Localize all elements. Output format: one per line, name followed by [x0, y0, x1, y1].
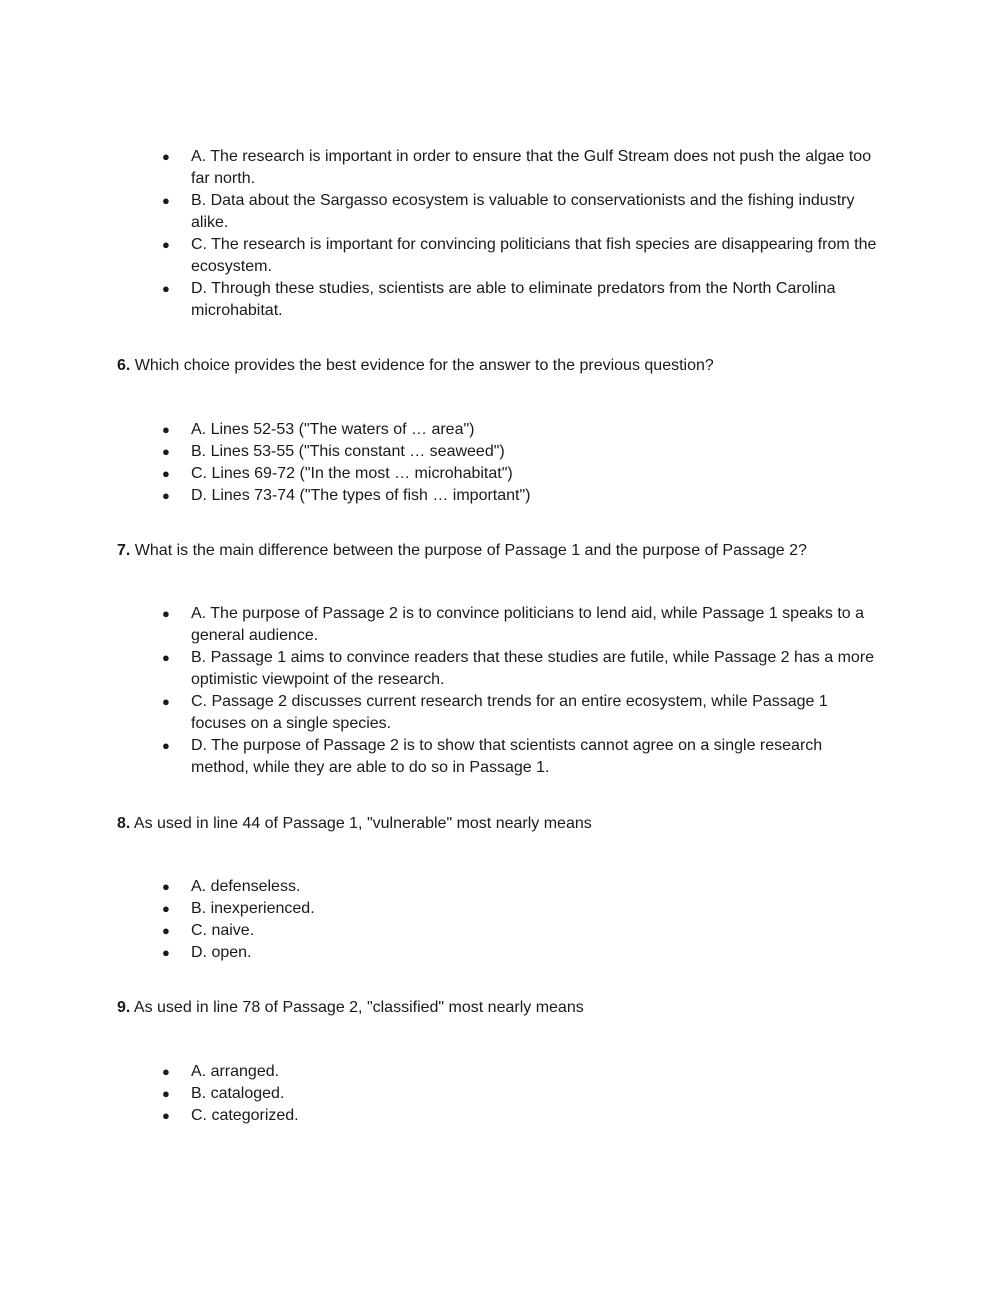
q6-option-a[interactable]: ● A. Lines 52-53 ("The waters of … area") — [160, 419, 880, 441]
bullet-icon: ● — [162, 149, 170, 164]
bullet-icon: ● — [162, 901, 170, 916]
bullet-icon: ● — [162, 422, 170, 437]
q7-options — [160, 603, 880, 779]
bullet-icon: ● — [162, 923, 170, 938]
q9-option-a[interactable]: ● A. arranged. — [160, 1061, 880, 1083]
bullet-icon: ● — [162, 1108, 170, 1123]
question-number: 6. — [117, 357, 131, 374]
bullet-icon: ● — [162, 650, 170, 665]
q7-option-b[interactable]: ● B. Passage 1 aims to convince readers that these studies are futile, while Passage 2 has a more optimistic viewpoint of the research. — [162, 649, 875, 688]
bullet-icon: ● — [162, 738, 170, 753]
q5-option-b[interactable]: ● B. Data about the Sargasso ecosystem is valuable to conservationists and the fishing industry alike. — [162, 192, 855, 231]
question-text: Which choice provides the best evidence for the answer to the previous question? — [130, 357, 714, 374]
q8-option-a[interactable]: ● A. defenseless. — [160, 876, 880, 898]
q6-option-c[interactable]: ● C. Lines 69-72 ("In the most … microhabitat") — [160, 463, 880, 485]
question-9 — [117, 997, 897, 1019]
question-8 — [117, 813, 897, 835]
bullet-icon: ● — [162, 879, 170, 894]
q5-option-d[interactable]: ● D. Through these studies, scientists are able to eliminate predators from the North Carolina microhabitat. — [162, 280, 836, 319]
bullet-icon: ● — [162, 1086, 170, 1101]
question-number: 8. — [117, 815, 131, 832]
q5-option-a[interactable]: ● A. The research is important in order to ensure that the Gulf Stream does not push the algae too far north. — [162, 148, 872, 187]
q9-options — [160, 1061, 880, 1127]
q8-option-d[interactable]: ● D. open. — [160, 942, 880, 964]
bullet-icon: ● — [162, 444, 170, 459]
q6-option-d[interactable]: ● D. Lines 73-74 ("The types of fish … important") — [160, 485, 880, 507]
q6-options — [160, 419, 880, 507]
bullet-icon: ● — [162, 193, 170, 208]
bullet-icon: ● — [162, 606, 170, 621]
question-text: As used in line 78 of Passage 2, "classified" most nearly means — [130, 999, 584, 1016]
bullet-icon: ● — [162, 237, 170, 252]
q5-option-c[interactable]: ● C. The research is important for convincing politicians that fish species are disappearing from the ecosystem. — [162, 236, 877, 275]
bullet-icon: ● — [162, 488, 170, 503]
q9-option-b[interactable]: ● B. cataloged. — [160, 1083, 880, 1105]
q7-option-c[interactable]: ● C. Passage 2 discusses current research trends for an entire ecosystem, while Passage 1 focuses on a single species. — [162, 693, 828, 732]
q7-option-d[interactable]: ● D. The purpose of Passage 2 is to show that scientists cannot agree on a single research method, while they are able to do so in Passage 1. — [162, 737, 823, 776]
bullet-icon: ● — [162, 466, 170, 481]
question-6 — [117, 355, 897, 377]
bullet-icon: ● — [162, 281, 170, 296]
q7-option-a[interactable]: ● A. The purpose of Passage 2 is to convince politicians to lend aid, while Passage 1 speaks to a general audience. — [162, 605, 864, 644]
q5-options — [160, 146, 880, 322]
q8-option-b[interactable]: ● B. inexperienced. — [160, 898, 880, 920]
q8-options — [160, 876, 880, 964]
q9-option-c[interactable]: ● C. categorized. — [160, 1105, 880, 1127]
question-7 — [117, 540, 897, 562]
question-text: What is the main difference between the purpose of Passage 1 and the purpose of Passage 2? — [130, 542, 807, 559]
q6-option-b[interactable]: ● B. Lines 53-55 ("This constant … seaweed") — [160, 441, 880, 463]
question-number: 7. — [117, 542, 131, 559]
question-number: 9. — [117, 999, 131, 1016]
bullet-icon: ● — [162, 1064, 170, 1079]
question-text: As used in line 44 of Passage 1, "vulnerable" most nearly means — [130, 815, 592, 832]
bullet-icon: ● — [162, 694, 170, 709]
q8-option-c[interactable]: ● C. naive. — [160, 920, 880, 942]
bullet-icon: ● — [162, 945, 170, 960]
